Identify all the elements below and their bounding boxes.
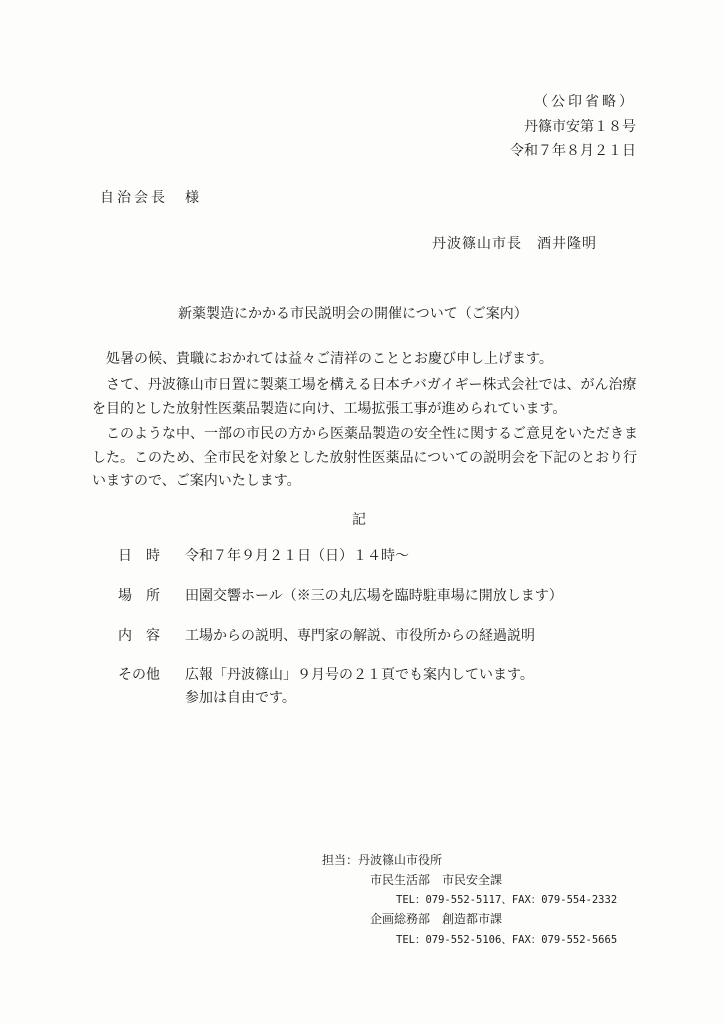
detail-label-datetime: 日時 (118, 548, 174, 564)
detail-value-datetime: 令和７年９月２１日（日）１４時～ (185, 548, 409, 564)
paragraph-background: さて、丹波篠山市日置に製薬工場を構える日本チバガイギー株式会社では、がん治療を目的とした放射性医薬品製造に向け、工場拡張工事が進められています。 (92, 377, 637, 417)
document-number: 丹篠市安第１８号 (524, 119, 636, 135)
detail-label-venue: 場所 (118, 588, 174, 604)
detail-value-other-line2: 参加は自由です。 (185, 690, 296, 706)
paragraph-greeting: 処暑の候、貴職におかれては益々ご清祥のこととお慶び申し上げます。 (106, 351, 553, 367)
contact-dept-1: 市民生活部 市民安全課 (370, 873, 503, 887)
document-title: 新薬製造にかかる市民説明会の開催について（ご案内） (178, 306, 528, 322)
sender: 丹波篠山市長 酒井隆明 (432, 236, 597, 252)
detail-label-content: 内容 (118, 628, 174, 644)
document-date: 令和７年８月２１日 (510, 143, 636, 159)
paragraph-announcement: このような中、一部の市民の方から医薬品製造の安全性に関するご意見をいただきました。このため、全市民を対象とした放射性医薬品についての説明会を下記のとおり行いますので、ご案内いたします。 (92, 426, 638, 489)
addressee: 自治会長 様 (100, 190, 202, 206)
contact-heading: 担当：丹波篠山市役所 (322, 853, 443, 867)
detail-label-other: その他 (118, 667, 160, 683)
detail-value-other: 広報「丹波篠山」９月号の２１頁でも案内しています。 (185, 667, 534, 683)
contact-tel-2: TEL：079-552-5106、FAX：079-552-5665 (396, 934, 618, 946)
contact-dept-2: 企画総務部 創造都市課 (370, 912, 503, 926)
detail-value-content: 工場からの説明、専門家の解説、市役所からの経過説明 (185, 628, 535, 644)
contact-tel-1: TEL：079-552-5117、FAX：079-554-2332 (396, 894, 618, 906)
detail-value-venue: 田園交響ホール（※三の丸広場を臨時駐車場に開放します） (185, 588, 563, 604)
ki-heading: 記 (352, 512, 366, 528)
seal-omitted-note: （公印省略） (534, 94, 636, 110)
